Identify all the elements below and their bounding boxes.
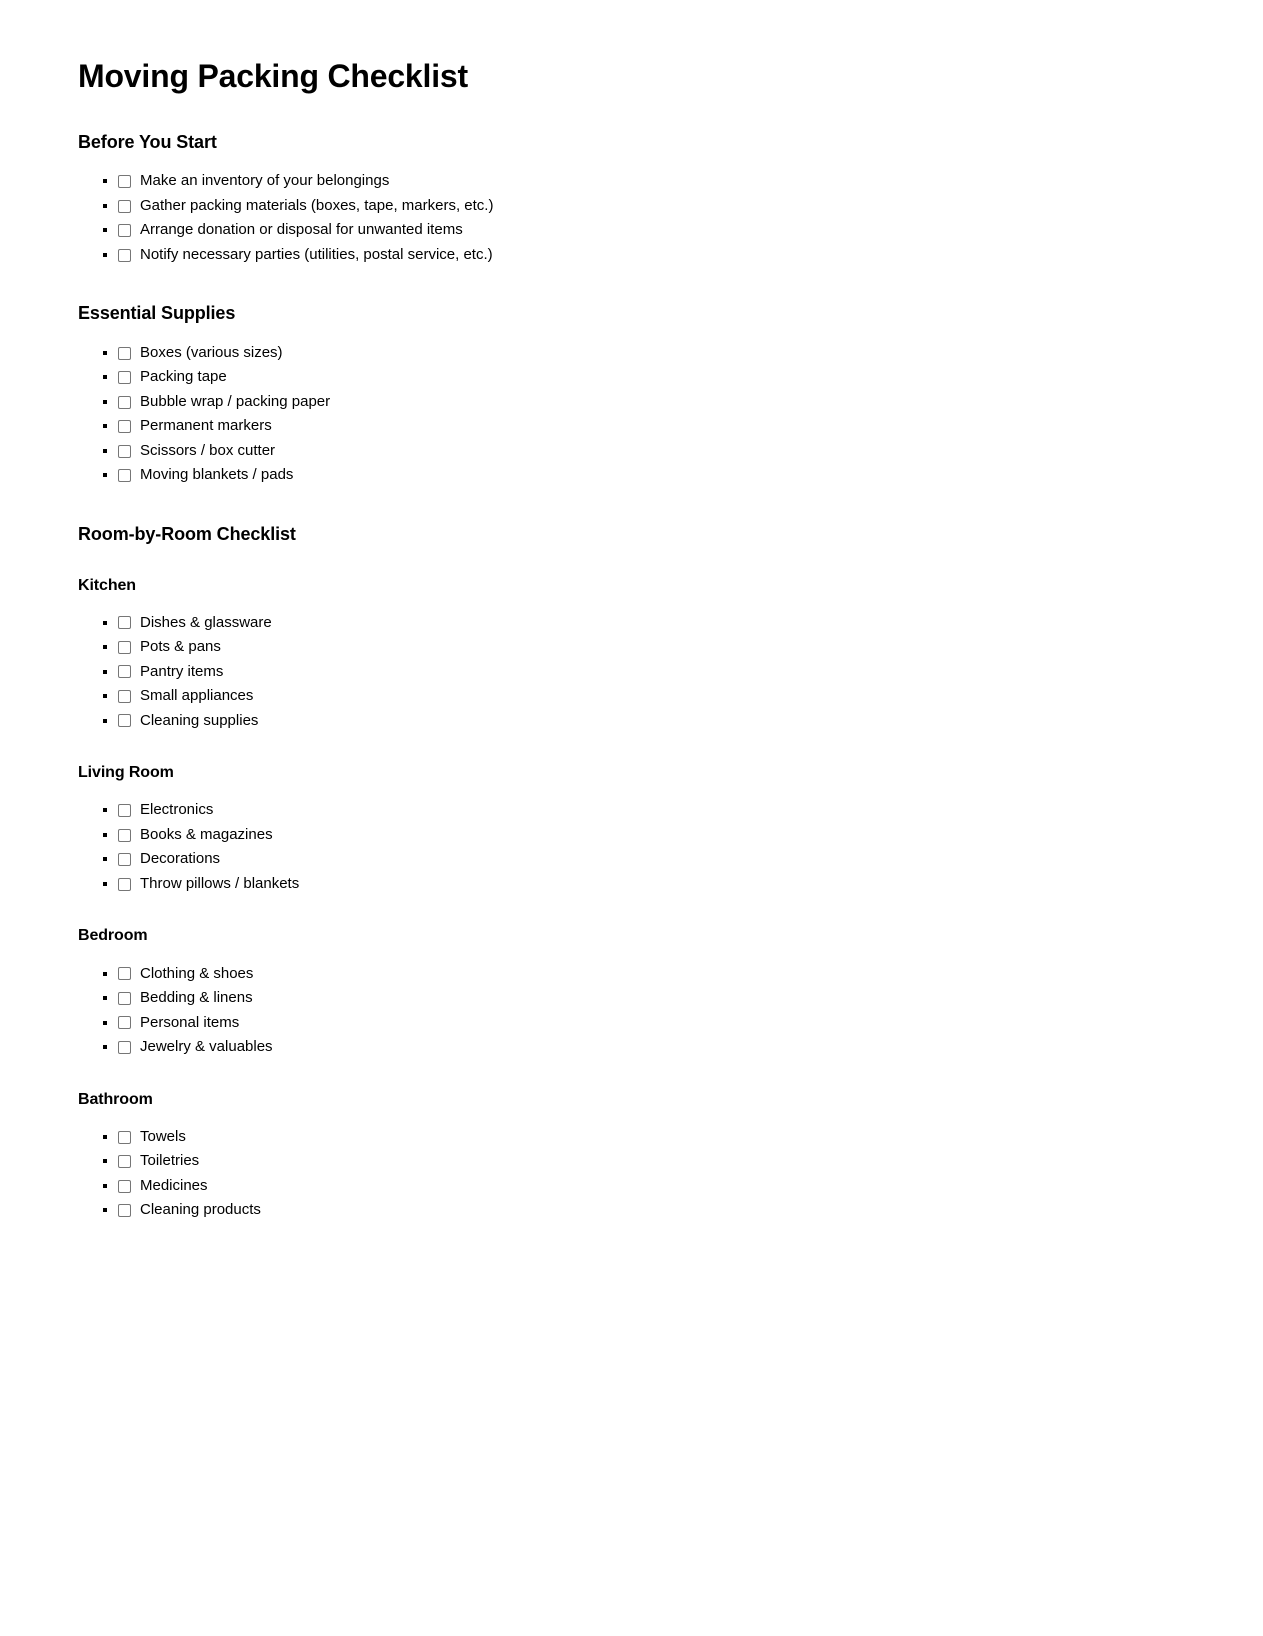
checkbox-make-an-inventory-of-your-belongings[interactable] [118,175,131,188]
checklist-item-label: ▪ Toiletries [140,1152,200,1170]
checklist-item [118,611,1185,636]
checklist-item-label: ▪ Towels [140,1127,186,1145]
checklist-item-row[interactable] [118,709,258,734]
checklist-item-label: ▪ Bubble wrap / packing paper [140,392,331,410]
checklist-item [118,1011,1185,1036]
room-heading-kitchen: Kitchen [78,576,136,594]
checklist-item-row[interactable] [118,169,389,194]
checkbox-bubble-wrap-packing-paper[interactable] [118,396,131,409]
checklist-item-label: ▪ Notify necessary parties (utilities, postal service, etc.) [140,245,493,263]
checklist-item [118,1198,1185,1223]
checklist-item-row[interactable] [118,439,275,464]
checklist-item-row[interactable] [118,194,493,219]
checkbox-jewelry-and-valuables[interactable] [118,1041,131,1054]
checklist-before-you-start [78,169,1185,267]
checkbox-throw-pillows-blankets[interactable] [118,878,131,891]
checklist-item [118,986,1185,1011]
section-heading-essential-supplies: Essential Supplies [78,303,236,324]
checklist-item-row[interactable] [118,986,253,1011]
checklist-item-label: ▪ Medicines [140,1176,208,1194]
checklist-item [118,798,1185,823]
checklist-bathroom [78,1125,1185,1223]
checkbox-gather-packing-materials-boxes-tape-markers-etc[interactable] [118,200,131,213]
checklist-item-row[interactable] [118,365,227,390]
checkbox-moving-blankets-pads[interactable] [118,469,131,482]
checkbox-permanent-markers[interactable] [118,420,131,433]
checkbox-towels[interactable] [118,1131,131,1144]
checklist-item [118,463,1185,488]
checklist-item-label: ▪ Electronics [140,801,214,819]
checkbox-clothing-and-shoes[interactable] [118,967,131,980]
checklist-item-label: ▪ Packing tape [140,368,227,386]
checklist-item [118,414,1185,439]
checklist-item-label: ▪ Dishes & glassware [140,613,272,631]
section-essential-supplies [78,303,1185,488]
checklist-item-row[interactable] [118,390,330,415]
checklist-item-label: ▪ Books & magazines [140,825,273,843]
checklist-item-label: ▪ Cleaning supplies [140,711,259,729]
checklist-item [118,1125,1185,1150]
room-heading-living-room: Living Room [78,764,174,782]
checklist-item-row[interactable] [118,1149,199,1174]
checklist-item [118,823,1185,848]
checklist-item-row[interactable] [118,872,299,897]
checkbox-dishes-and-glassware[interactable] [118,616,131,629]
checklist-item-label: ▪ Boxes (various sizes) [140,343,283,361]
checklist-item [118,660,1185,685]
checklist-item [118,684,1185,709]
checklist-item [118,709,1185,734]
section-heading-room-by-room-checklist: Room-by-Room Checklist [78,523,296,544]
page-title: Moving Packing Checklist [78,58,468,94]
checkbox-toiletries[interactable] [118,1155,131,1168]
checklist-item-label: ▪ Personal items [140,1013,240,1031]
room-heading-bathroom: Bathroom [78,1090,153,1108]
checkbox-medicines[interactable] [118,1180,131,1193]
checklist-item-row[interactable] [118,463,293,488]
checklist-item [118,847,1185,872]
checklist-bedroom [78,962,1185,1060]
checklist-item [118,341,1185,366]
checkbox-boxes-various-sizes[interactable] [118,347,131,360]
checklist-item [118,1149,1185,1174]
checkbox-personal-items[interactable] [118,1016,131,1029]
checklist-item [118,962,1185,987]
checklist-item [118,365,1185,390]
checkbox-bedding-and-linens[interactable] [118,992,131,1005]
checklist-item-row[interactable] [118,1011,239,1036]
section-room-by-room-checklist [78,524,1185,1223]
checklist-item-label: ▪ Permanent markers [140,417,272,435]
sections-container [78,132,1185,1223]
checklist-item-label: ▪ Bedding & linens [140,989,253,1007]
checklist-item-label: ▪ Cleaning products [140,1201,261,1219]
checklist-item-row[interactable] [118,962,253,987]
checklist-item [118,243,1185,268]
checkbox-arrange-donation-or-disposal-for-unwanted-items[interactable] [118,224,131,237]
checklist-item-row[interactable] [118,847,220,872]
checklist-item-label: ▪ Clothing & shoes [140,964,254,982]
checklist-item-row[interactable] [118,243,493,268]
checklist-item-row[interactable] [118,611,272,636]
checkbox-cleaning-supplies[interactable] [118,714,131,727]
checklist-item-label: ▪ Gather packing materials (boxes, tape, markers, etc.) [140,196,494,214]
checklist-item-row[interactable] [118,414,272,439]
checklist-item-row[interactable] [118,823,273,848]
checklist-item-label: ▪ Small appliances [140,687,254,705]
checklist-item-row[interactable] [118,1174,208,1199]
checklist-item-label: ▪ Scissors / box cutter [140,441,276,459]
checklist-item-label: ▪ Decorations [140,850,221,868]
checklist-item-row[interactable] [118,218,463,243]
checkbox-books-and-magazines[interactable] [118,829,131,842]
checklist-item-row[interactable] [118,1125,186,1150]
checkbox-scissors-box-cutter[interactable] [118,445,131,458]
checklist-item [118,169,1185,194]
checkbox-notify-necessary-parties-utilities-postal-service-etc[interactable] [118,249,131,262]
checklist-item-row[interactable] [118,1035,273,1060]
checkbox-packing-tape[interactable] [118,371,131,384]
checklist-item [118,635,1185,660]
checklist-item [118,194,1185,219]
checklist-item-row[interactable] [118,1198,261,1223]
checklist-living-room [78,798,1185,896]
checklist-item [118,439,1185,464]
checklist-item [118,1174,1185,1199]
checklist-item-row[interactable] [118,684,253,709]
checkbox-cleaning-products[interactable] [118,1204,131,1217]
checklist-item-label: ▪ Throw pillows / blankets [140,874,300,892]
checklist-essential-supplies [78,341,1185,488]
checklist-item [118,218,1185,243]
checklist-item-row[interactable] [118,660,223,685]
checklist-item [118,390,1185,415]
checklist-item [118,1035,1185,1060]
section-heading-before-you-start: Before You Start [78,131,217,152]
checkbox-electronics[interactable] [118,804,131,817]
checklist-item-row[interactable] [118,635,221,660]
checklist-item-row[interactable] [118,798,213,823]
checklist-item-row[interactable] [118,341,283,366]
checklist-item-label: ▪ Moving blankets / pads [140,466,294,484]
checkbox-pots-and-pans[interactable] [118,641,131,654]
checkbox-pantry-items[interactable] [118,665,131,678]
checkbox-decorations[interactable] [118,853,131,866]
checklist-kitchen [78,611,1185,734]
checklist-item-label: ▪ Make an inventory of your belongings [140,172,390,190]
section-before-you-start [78,132,1185,268]
checklist-item [118,872,1185,897]
checkbox-small-appliances[interactable] [118,690,131,703]
checklist-item-label: ▪ Pantry items [140,662,224,680]
checklist-item-label: ▪ Jewelry & valuables [140,1038,273,1056]
room-heading-bedroom: Bedroom [78,927,148,945]
checklist-item-label: ▪ Pots & pans [140,638,221,656]
checklist-item-label: ▪ Arrange donation or disposal for unwanted items [140,221,463,239]
